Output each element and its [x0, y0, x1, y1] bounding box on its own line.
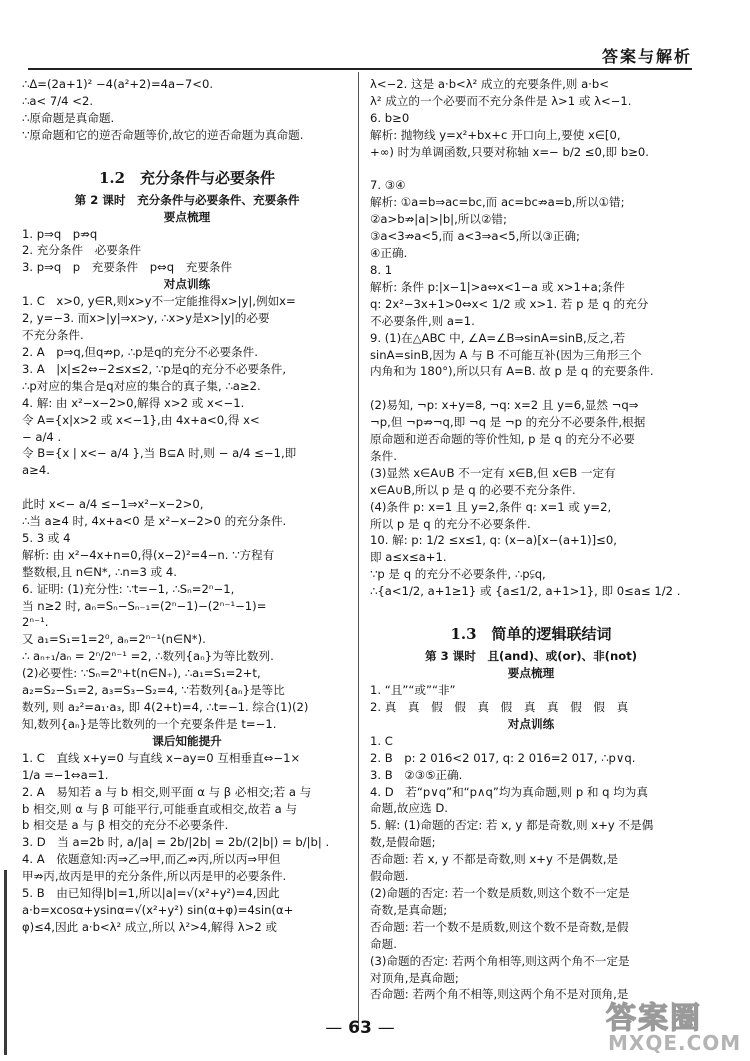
text-line: ∵p 是 q 的充分不必要条件, ∴p⫋q, — [370, 567, 546, 582]
text-line: ∴ aₙ₊₁/aₙ = 2ⁿ/2ⁿ⁻¹ =2, ∴数列{aₙ}为等比数列. — [22, 649, 274, 664]
text-line: 否命题: 若两个角不相等,则这两个角不是对顶角,是 — [370, 987, 629, 1002]
text-line: (2)命题的否定: 若一个数是质数,则这个数不一定是 — [370, 885, 630, 900]
text-line: 6. 证明: (1)充分性: ∵t=−1, ∴Sₙ=2ⁿ−1, — [22, 581, 235, 596]
text-line: sinA=sinB,因为 A 与 B 不可能互补(因为三角形三个 — [370, 347, 642, 362]
text-line: 3. p⇒q p 充要条件 p⇔q 充要条件 — [22, 260, 233, 275]
text-line: (2)必要性: ∵Sₙ=2ⁿ+t(n∈N₊), ∴a₁=S₁=2+t, — [22, 666, 261, 681]
text-line: 奇数,是真命题; — [370, 902, 448, 917]
text-line: q: 2x²−3x+1>0⇔x< 1/2 或 x>1. 若 p 是 q 的充分 — [370, 296, 649, 311]
text-line: 否命题: 若 x, y 不都是奇数,则 x+y 不是偶数,是 — [370, 852, 619, 867]
text-line: 内角和为 180°),所以只有 A=B. 故 p 是 q 的充要条件. — [370, 364, 654, 379]
text-line: a≥4. — [22, 463, 50, 478]
text-line: λ<−2. 这是 a·b<λ² 成立的充要条件,则 a·b< — [370, 77, 609, 91]
text-line: 2. B p: 2 016<2 017, q: 2 016=2 017, ∴p∨q. — [370, 750, 636, 765]
text-line: ∴{a<1/2, a+1≥1} 或 {a≤1/2, a+1>1}, 即 0≤a≤ 1/2 . — [370, 584, 681, 599]
text-line: 当 n≥2 时, aₙ=Sₙ−Sₙ₋₁=(2ⁿ−1)−(2ⁿ⁻¹−1)= — [22, 598, 267, 613]
text-line: (4)条件 p: x=1 且 y=2,条件 q: x=1 或 y=2, — [370, 499, 612, 514]
text-line: 数列, 则 a₂²=a₁·a₃, 即 4(2+t)=4, ∴t=−1. 综合(1)(2) — [22, 700, 309, 714]
text-line: 7. ③④ — [370, 178, 406, 193]
text-line: 1. p⇒q p⇏q — [22, 226, 98, 241]
sub-heading: 要点梳理 — [163, 209, 211, 224]
left-column — [22, 76, 352, 936]
text-line: 6. b≥0 — [370, 110, 410, 125]
text-line: 令 A={x|x>2 或 x<−1},由 4x+a<0,得 x< — [22, 412, 260, 427]
text-line: 5. 解: (1)命题的否定: 若 x, y 都是奇数,则 x+y 不是偶 — [370, 818, 654, 833]
text-line: x∈A∪B,所以 p 是 q 的必要不充分条件. — [370, 482, 576, 497]
text-line: ¬p,但 ¬p⇏¬q,即 ¬q 是 ¬p 的充分不必要条件,根据 — [370, 415, 646, 430]
text-line: φ)≤4,因此 a·b<λ² 成立,所以 λ²>4,解得 λ>2 或 — [22, 919, 278, 934]
column-divider — [358, 72, 359, 1027]
text-line: 3. A |x|≤2⇔−2≤x≤2, ∵p是q的充分不必要条件, — [22, 361, 287, 376]
text-line: 所以 p 是 q 的充分不必要条件. — [370, 516, 531, 531]
text-line: 3. D 当 a=2b 时, a/|a| = 2b/|2b| = 2b/(2|b|) = b/|b| . — [22, 835, 330, 850]
text-line: 条件. — [370, 448, 397, 463]
watermark-text: 答案圈 — [606, 1001, 702, 1036]
text-line: 不充分条件. — [22, 328, 84, 343]
text-line: ∴a< 7/4 <2. — [22, 93, 94, 108]
text-line: 又 a₁=S₁=1=2⁰, aₙ=2ⁿ⁻¹(n∈N*). — [22, 632, 206, 647]
text-line: 9. (1)在△ABC 中, ∠A=∠B⇒sinA=sinB,反之,若 — [370, 330, 626, 345]
text-line: 1. “且”“或”“非” — [370, 683, 456, 697]
text-line: ③a<3⇏a<5,而 a<3⇒a<5,所以③正确; — [370, 229, 580, 244]
text-line: (3)显然 x∈A∪B 不一定有 x∈B,但 x∈B 一定有 — [370, 465, 616, 480]
text-line: 4. A 依题意知:丙⇒乙⇒甲,而乙⇏丙,所以丙⇒甲但 — [22, 852, 281, 867]
text-line: 知,数列{aₙ}是等比数列的一个充要条件是 t=−1. — [22, 716, 277, 731]
text-line: 令 B={x | x<− a/4 },当 B⊆A 时,则 − a/4 ≤−1,即 — [22, 446, 297, 461]
text-line: 整数根,且 n∈N*, ∴n=3 或 4. — [22, 564, 177, 579]
spacer-line — [22, 479, 352, 496]
text-line: 解析: 由 x²−4x+n=0,得(x−2)²=4−n. ∵方程有 — [22, 547, 275, 562]
text-line: 1. C — [370, 733, 393, 748]
text-line: ∴p对应的集合是q对应的集合的真子集, ∴a≥2. — [22, 378, 261, 393]
text-line: ④正确. — [370, 246, 408, 261]
text-line: 原命题和逆否命题的等价性知, p 是 q 的充分不必要 — [370, 432, 636, 447]
text-line: ∴原命题是真命题. — [22, 110, 115, 125]
text-line: 2ⁿ⁻¹. — [22, 615, 49, 630]
text-line: 2. 充分条件 必要条件 — [22, 243, 142, 258]
page-number-dash-left: — — [325, 1018, 343, 1038]
text-line: ∵原命题和它的逆否命题等价,故它的逆否命题为真命题. — [22, 127, 304, 142]
text-line: 否命题: 若一个数不是质数,则这个数不是奇数,是假 — [370, 919, 629, 934]
text-line: ②a>b⇏|a|>|b|,所以②错; — [370, 212, 507, 227]
text-line: 数,是假命题; — [370, 835, 436, 850]
page-number-value: 63 — [348, 1018, 372, 1038]
text-line: 即 a≤x≤a+1. — [370, 550, 447, 565]
text-line: 2, y=−3. 而x>|y|⇒x>y, ∴x>y是x>|y|的必要 — [22, 311, 270, 326]
sub-heading: 课后知能提升 — [152, 733, 222, 748]
text-line: 5. 3 或 4 — [22, 530, 71, 545]
text-line: 解析: ①a=b⇒ac=bc,而 ac=bc⇏a=b,所以①错; — [370, 195, 625, 210]
lesson-title: 第 2 课时 充分条件与必要条件、充要条件 — [74, 192, 300, 207]
section-title: 1.2 充分条件与必要条件 — [98, 168, 276, 187]
header-title: 答案与解析 — [601, 47, 692, 66]
text-line: 5. B 由已知得|b|=1,所以|a|=√(x²+y²)=4,因此 — [22, 886, 280, 901]
sub-heading: 对点训练 — [163, 277, 211, 292]
text-line: 假命题. — [370, 869, 409, 884]
text-line: ∴当 a≥4 时, 4x+a<0 是 x²−x−2>0 的充分条件. — [22, 514, 287, 529]
text-line: 命题. — [370, 936, 397, 951]
text-line: 2. 真 真 假 假 真 假 真 真 假 假 真 — [370, 699, 629, 714]
watermark-url: MXQE.COM — [608, 1031, 742, 1055]
page-number-dash-right: — — [377, 1018, 395, 1038]
right-column — [370, 76, 692, 1003]
text-line: 2. A 易知若 a 与 b 相交,则平面 α 与 β 必相交;若 a 与 — [22, 784, 312, 799]
spacer-line — [22, 144, 352, 161]
text-line: 1. C x>0, y∈R,则x>y不一定能推得x>|y|,例如x= — [22, 294, 296, 309]
sub-heading: 要点梳理 — [507, 666, 555, 680]
text-line: 此时 x<− a/4 ≤−1⇒x²−x−2>0, — [22, 497, 204, 512]
text-line: (2)易知, ¬p: x+y=8, ¬q: x=2 且 y=6,显然 ¬q⇒ — [370, 398, 639, 413]
text-line: ∴Δ=(2a+1)² −4(a²+2)=4a−7<0. — [22, 77, 214, 91]
text-line: 解析: 条件 p:|x−1|>a⇔x<1−a 或 x>1+a;条件 — [370, 279, 625, 294]
text-line: 3. B ②③⑤正确. — [370, 767, 463, 782]
watermark-logo — [586, 993, 742, 1057]
text-line: 不必要条件,则 a=1. — [370, 313, 475, 328]
text-line: 10. 解: p: 1/2 ≤x≤1, q: (x−a)[x−(a+1)]≤0, — [370, 533, 617, 548]
text-line: 2. A p⇒q,但q⇏p, ∴p是q的充分不必要条件. — [22, 344, 258, 359]
text-line: a·b=xcosα+ysinα=√(x²+y²) sin(α+φ)=4sin(α+ — [22, 902, 294, 917]
sub-heading: 对点训练 — [507, 716, 555, 731]
spacer-line — [370, 600, 692, 617]
spacer-line — [370, 161, 692, 178]
text-line: 解析: 抛物线 y=x²+bx+c 开口向上,要使 x∈[0, — [370, 127, 621, 142]
lesson-title: 第 3 课时 且(and)、或(or)、非(not) — [424, 649, 638, 663]
page-header — [0, 0, 750, 68]
text-line: b 相交,则 α 与 β 可能平行,可能垂直或相交,故若 a 与 — [22, 801, 298, 816]
header-rule — [28, 68, 692, 70]
text-line: 对顶角,是真命题; — [370, 970, 459, 985]
spacer-line — [370, 380, 692, 397]
text-line: − a/4 . — [22, 429, 62, 444]
text-line: a₂=S₂−S₁=2, a₃=S₃−S₂=4, ∵若数列{aₙ}是等比 — [22, 683, 285, 698]
text-line: 8. 1 — [370, 262, 393, 277]
text-line: (3)命题的否定: 若两个角相等,则这两个角不一定是 — [370, 953, 630, 968]
text-line: 4. 解: 由 x²−x−2>0,解得 x>2 或 x<−1. — [22, 395, 245, 410]
text-line: 命题,故应选 D. — [370, 801, 448, 816]
text-line: b 相交是 a 与 β 相交的充分不必要条件. — [22, 818, 229, 833]
section-title: 1.3 简单的逻辑联结词 — [450, 625, 612, 643]
text-line: 甲⇏丙,故丙是甲的充分条件,所以丙是甲的必要条件. — [22, 869, 287, 884]
text-line: 1. C 直线 x+y=0 与直线 x−ay=0 互相垂直⇔−1× — [22, 750, 301, 765]
text-line: λ² 成立的一个必要而不充分条件是 λ>1 或 λ<−1. — [370, 93, 632, 108]
text-line: +∞) 时为单调函数,只要对称轴 x=− b/2 ≤0,即 b≥0. — [370, 144, 649, 159]
text-line: 1/a =−1⇔a=1. — [22, 767, 109, 782]
text-line: 4. D 若“p∨q”和“p∧q”均为真命题,则 p 和 q 均为真 — [370, 784, 648, 799]
